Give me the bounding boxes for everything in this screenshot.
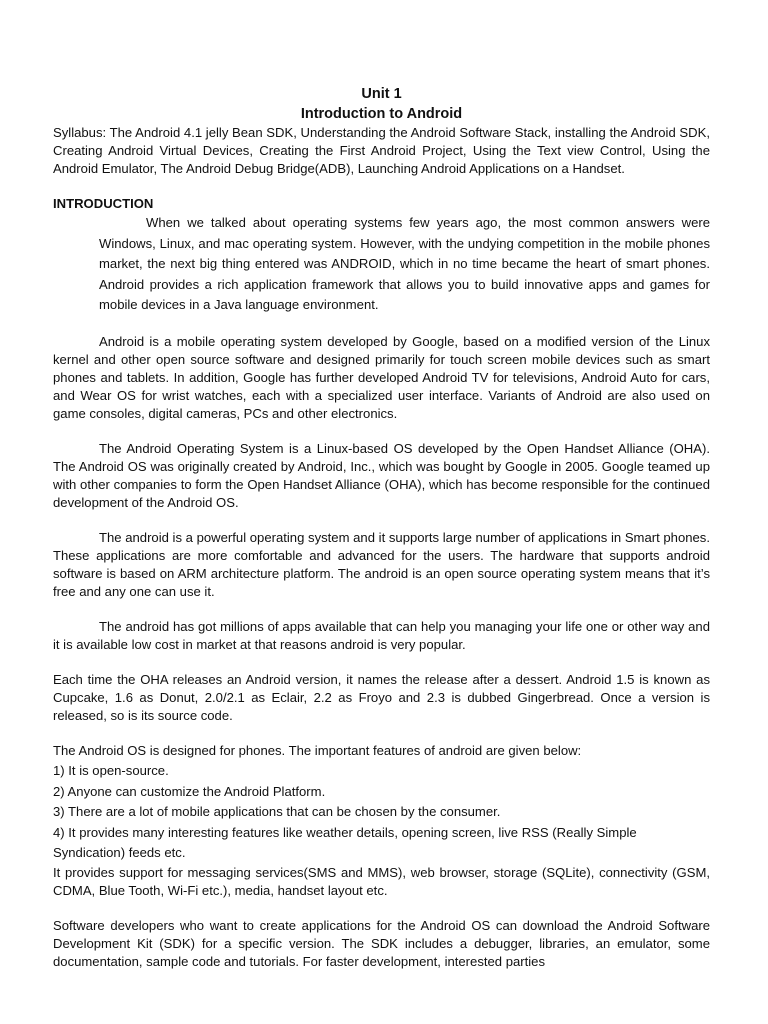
syllabus-paragraph: Syllabus: The Android 4.1 jelly Bean SDK, Understanding the Android Software Stack, installing the Android SDK, Creating Android Virtual Devices, Creating the First Android Project, Using the Text view Control, Using the Android Emulator, The Android Debug Bridge(ADB), Launching Android Applications on a Handset. bbox=[53, 125, 710, 176]
list-item: 1) It is open-source. bbox=[53, 762, 169, 778]
features-intro: The Android OS is designed for phones. The important features of android are given below: bbox=[53, 742, 582, 758]
document-title: Introduction to Android bbox=[300, 106, 463, 122]
document-page bbox=[53, 84, 710, 971]
list-item: 3) There are a lot of mobile applications that can be chosen by the consumer. bbox=[53, 804, 501, 820]
paragraph-sdk: Software developers who want to create applications for the Android OS can download the Android Software Development Kit (SDK) for a specific version. The SDK includes a debugger, libraries, an emulator, some documentation, sample code and tutorials. For faster development, interested parties bbox=[53, 917, 710, 969]
intro-paragraph: When we talked about operating systems few years ago, the most common answers were Windows, Linux, and mac operating system. However, with the undying competition in the mobile phones market, the next big thing entered was ANDROID, which in no time became the heart of smart phones. Android provides a rich application framework that allows you to build innovative apps and games for mobile devices in a Java language environment. bbox=[99, 215, 710, 313]
list-item: 2) Anyone can customize the Android Platform. bbox=[53, 783, 326, 799]
unit-label: Unit 1 bbox=[361, 86, 402, 102]
paragraph-android-apps: The android has got millions of apps available that can help you managing your life one or other way and it is available low cost in market at that reasons android is very popular. bbox=[53, 618, 710, 652]
paragraph-android-powerful: The android is a powerful operating system and it supports large number of applications in Smart phones. These applications are more comfortable and advanced for the users. The hardware that supports android software is based on ARM architecture platform. The android is an open source operating system means that it’s free and any one can use it. bbox=[53, 529, 710, 599]
paragraph-support: It provides support for messaging services(SMS and MMS), web browser, storage (SQLite), connectivity (GSM, CDMA, Blue Tooth, Wi-Fi etc.), media, handset layout etc. bbox=[53, 864, 710, 898]
section-heading-introduction: INTRODUCTION bbox=[53, 196, 154, 211]
list-item: 4) It provides many interesting features like weather details, opening screen, live RSS (Really Simple Syndication) feeds etc. bbox=[53, 824, 637, 861]
paragraph-oha-releases: Each time the OHA releases an Android version, it names the release after a dessert. Android 1.5 is known as Cupcake, 1.6 as Donut, 2.0/2.1 as Eclair, 2.2 as Froyo and 2.3 is dubbed Gingerbread. Once a version is released, so is its source code. bbox=[53, 671, 710, 723]
paragraph-android-overview: Android is a mobile operating system developed by Google, based on a modified version of the Linux kernel and other open source software and designed primarily for touch screen mobile devices such as smart phones and tablets. In addition, Google has further developed Android TV for televisions, Android Auto for cars, and Wear OS for wrist watches, each with a specialized user interface. Variants of Android are also used on game consoles, digital cameras, PCs and other electronics. bbox=[53, 333, 710, 421]
features-list bbox=[53, 761, 710, 864]
paragraph-android-os-oha: The Android Operating System is a Linux-based OS developed by the Open Handset Alliance (OHA). The Android OS was originally created by Android, Inc., which was bought by Google in 2005. Google teamed up with other companies to form the Open Handset Alliance (OHA), which has become responsible for the continued development of the Android OS. bbox=[53, 440, 710, 510]
